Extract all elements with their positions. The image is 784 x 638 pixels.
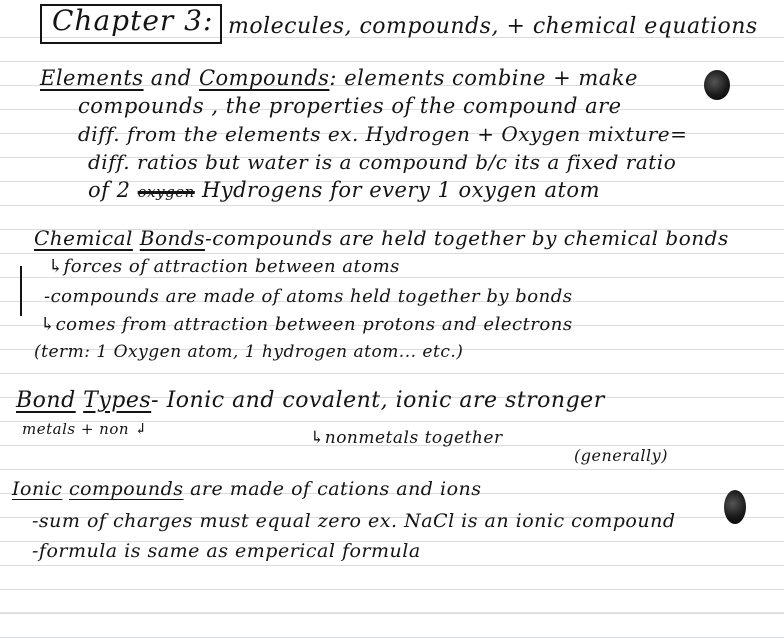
elements-line-5 (88, 178, 600, 202)
bondtypes-note-paren: (generally) (574, 446, 668, 465)
bonds-line-2: ↳forces of attraction between atoms (48, 256, 400, 277)
elements-line-3: diff. from the elements ex. Hydrogen + Oxygen mixture= (78, 122, 688, 146)
elements-line-1: elements combine + make (344, 66, 638, 90)
elements-line-5b: Hydrogens for every 1 oxygen atom (201, 178, 600, 202)
elements-line-4: diff. ratios but water is a compound b/c its a fixed ratio (88, 150, 677, 174)
bonds-heading-chemical: Chemical (34, 226, 133, 250)
bonds-line-1: compounds are held together by chemical bonds (212, 226, 729, 250)
elements-heading: Elements (40, 66, 144, 90)
struck-word: oxygen (137, 183, 195, 201)
elements-line-2: compounds , the properties of the compound are (78, 94, 622, 118)
ionic-line-1: are made of cations and ions (190, 478, 482, 500)
binder-hole-top (704, 70, 730, 100)
bondtypes-line-1: Ionic and covalent, ionic are stronger (166, 388, 605, 413)
bonds-heading-line (34, 226, 729, 250)
bondtypes-note-right: ↳nonmetals together (310, 428, 503, 448)
bonds-heading-bonds: Bonds (139, 226, 205, 250)
bonds-line-4: ↳comes from attraction between protons and electrons (40, 314, 573, 335)
bonds-bracket (20, 266, 22, 316)
binder-hole-bottom (724, 490, 746, 524)
chapter-subtitle: molecules, compounds, + chemical equations (228, 14, 758, 39)
bondtypes-heading-dash: - (151, 388, 160, 413)
bondtypes-note-left: metals + non ↲ (22, 420, 148, 438)
elements-heading-and: and (150, 66, 192, 90)
chapter-title: Chapter 3: (52, 4, 214, 37)
bonds-line-5: (term: 1 Oxygen atom, 1 hydrogen atom... etc.) (34, 342, 464, 362)
ionic-line-2: -sum of charges must equal zero ex. NaCl is an ionic compound (32, 510, 676, 532)
ionic-heading-ionic: Ionic (12, 478, 63, 500)
bondtypes-heading-line (16, 388, 605, 413)
ionic-heading-compounds: compounds (68, 478, 184, 500)
elements-line-5a: of 2 (88, 178, 131, 202)
ionic-line-3: -formula is same as emperical formula (32, 540, 421, 562)
elements-heading-line (40, 66, 638, 90)
bondtypes-heading-bond: Bond (16, 388, 76, 413)
ionic-heading-line (12, 478, 482, 500)
bonds-line-3: -compounds are made of atoms held together by bonds (44, 286, 573, 307)
bonds-heading-dash: - (204, 226, 213, 250)
elements-heading-colon: : (329, 66, 337, 90)
compounds-heading: Compounds (198, 66, 330, 90)
bondtypes-heading-types: Types (83, 388, 152, 413)
page-bottom-rule (0, 612, 784, 613)
